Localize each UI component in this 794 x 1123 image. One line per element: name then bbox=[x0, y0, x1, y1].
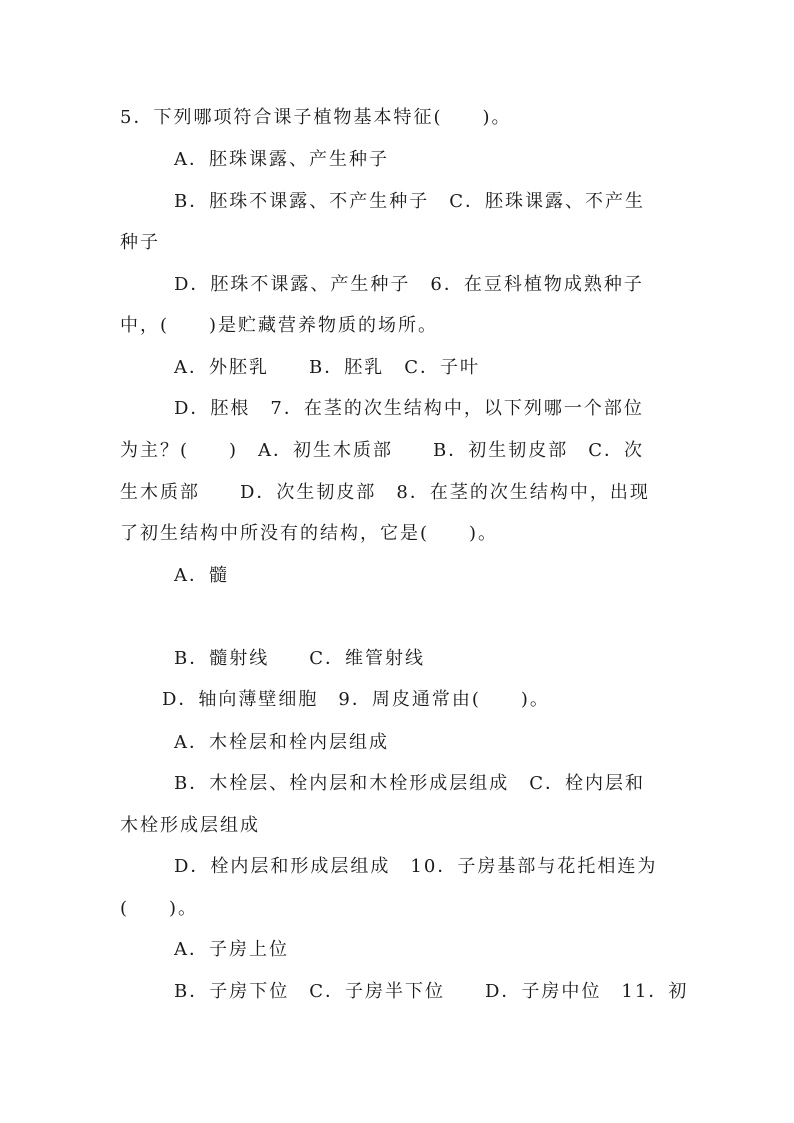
question-9-option-c-cont: 木栓形成层组成 bbox=[120, 815, 260, 836]
question-9-d-question-10: D．栓内层和形成层组成 10．子房基部与花托相连为 bbox=[174, 856, 658, 877]
question-7-d-question-8: 生木质部 D．次生韧皮部 8．在茎的次生结构中，出现 bbox=[120, 482, 650, 503]
question-6-d-question-7: D．胚根 7．在茎的次生结构中，以下列哪一个部位 bbox=[174, 398, 644, 419]
question-7-options: 为主？( ) A．初生木质部 B．初生韧皮部 C．次 bbox=[120, 440, 645, 461]
question-8-option-a: A．髓 bbox=[174, 565, 229, 586]
question-10-option-a: A．子房上位 bbox=[174, 939, 289, 960]
question-5-option-c-cont: 种子 bbox=[120, 232, 160, 253]
question-5-stem: 5．下列哪项符合课子植物基本特征( )。 bbox=[120, 107, 512, 128]
question-10-options-b-d-question-11: B．子房下位 C．子房半下位 D．子房中位 11．初 bbox=[174, 981, 689, 1002]
question-8-d-question-9: D．轴向薄壁细胞 9．周皮通常由( )。 bbox=[162, 689, 550, 710]
question-5-d-question-6: D．胚珠不课露、产生种子 6．在豆科植物成熟种子 bbox=[174, 274, 644, 295]
question-9-option-a: A．木栓层和栓内层组成 bbox=[174, 732, 389, 753]
question-6-stem-cont: 中，( )是贮藏营养物质的场所。 bbox=[120, 315, 439, 336]
question-10-stem-cont: ( )。 bbox=[120, 898, 199, 919]
question-9-options-b-c: B．木栓层、栓内层和木栓形成层组成 C．栓内层和 bbox=[174, 773, 645, 794]
question-6-options-a-c: A．外胚乳 B．胚乳 C．子叶 bbox=[174, 357, 480, 378]
question-8-stem-cont: 了初生结构中所没有的结构，它是( )。 bbox=[120, 523, 499, 544]
question-5-option-a: A．胚珠课露、产生种子 bbox=[174, 149, 389, 170]
question-5-options-b-c: B．胚珠不课露、不产生种子 C．胚珠课露、不产生 bbox=[174, 191, 645, 212]
question-8-options-b-c: B．髓射线 C．维管射线 bbox=[174, 648, 425, 669]
